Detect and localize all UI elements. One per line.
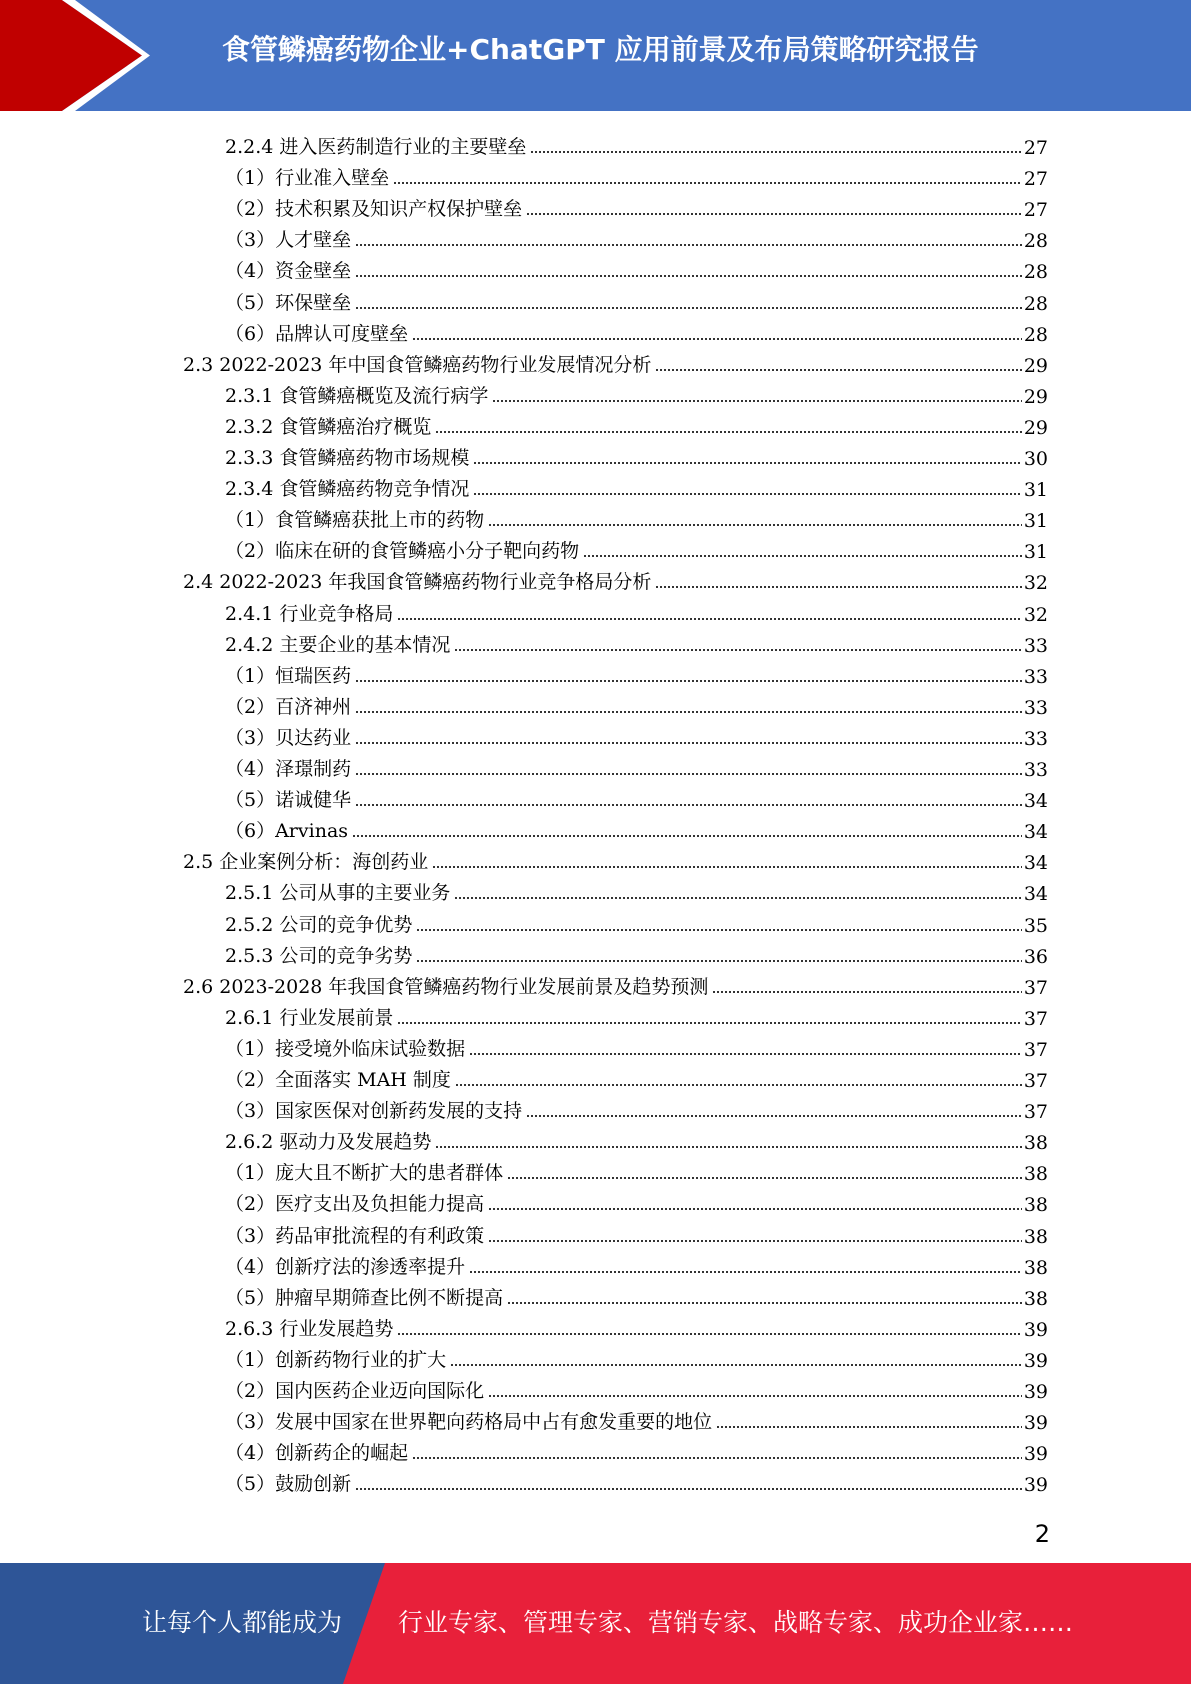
toc-entry[interactable]: [225, 1465, 1048, 1496]
dot-leader: [454, 649, 1021, 651]
dot-leader: [507, 1302, 1022, 1304]
toc-entry-page: 31: [1023, 510, 1048, 533]
toc-entry-page: 34: [1023, 852, 1048, 875]
toc-entry-label: 2.5.1 公司从事的主要业务: [225, 882, 451, 905]
toc-entry[interactable]: [225, 1403, 1048, 1434]
toc-entry[interactable]: [225, 159, 1048, 190]
toc-entry[interactable]: [225, 408, 1048, 439]
toc-entry-page: 32: [1023, 572, 1048, 595]
dot-leader: [412, 1457, 1022, 1459]
dot-leader: [355, 742, 1022, 744]
dot-leader: [488, 1240, 1022, 1242]
toc-entry-label: （5）肿瘤早期筛查比例不断提高: [225, 1286, 504, 1309]
toc-entry[interactable]: [225, 781, 1048, 812]
toc-entry-page: 38: [1023, 1287, 1048, 1310]
toc-entry-label: （1）创新药物行业的扩大: [225, 1348, 447, 1371]
toc-entry-page: 34: [1023, 883, 1048, 906]
toc-entry-label: （6）Arvinas: [225, 820, 349, 843]
toc-entry-page: 38: [1023, 1163, 1048, 1186]
toc-entry-label: （2）医疗支出及负担能力提高: [225, 1193, 485, 1216]
dot-leader: [655, 586, 1021, 588]
toc-entry-label: （2）技术积累及知识产权保护壁垒: [225, 198, 523, 221]
toc-entry-page: 36: [1023, 945, 1048, 968]
toc-entry-page: 38: [1023, 1194, 1048, 1217]
toc-entry-label: （1）食管鳞癌获批上市的药物: [225, 509, 485, 532]
dot-leader: [530, 151, 1021, 153]
toc-entry-page: 29: [1023, 416, 1048, 439]
toc-entry-page: 34: [1023, 821, 1048, 844]
footer-slogan-right: 行业专家、管理专家、营销专家、战略专家、成功企业家……: [398, 1608, 1074, 1637]
toc-entry[interactable]: [225, 812, 1048, 843]
toc-entry[interactable]: [225, 874, 1048, 905]
toc-entry-page: 33: [1023, 759, 1048, 781]
dot-leader: [412, 338, 1022, 340]
dot-leader: [393, 182, 1022, 184]
toc-entry-label: 2.3 2022-2023 年中国食管鳞癌药物行业发展情况分析: [183, 353, 652, 376]
toc-entry-label: （3）发展中国家在世界靶向药格局中占有愈发重要的地位: [225, 1411, 713, 1434]
toc-entry[interactable]: [225, 1185, 1048, 1216]
toc-entry-page: 37: [1023, 1038, 1048, 1061]
toc-entry-label: 2.3.4 食管鳞癌药物竞争情况: [225, 478, 470, 501]
toc-entry[interactable]: [225, 221, 1048, 252]
toc-entry[interactable]: [225, 501, 1048, 532]
toc-entry-label: （2）百济神州: [225, 695, 352, 718]
red-chevron-icon: [0, 0, 160, 111]
dot-leader: [355, 680, 1022, 682]
toc-entry[interactable]: [183, 843, 1048, 874]
dot-leader: [655, 369, 1021, 371]
toc-entry-page: 30: [1023, 448, 1048, 470]
toc-entry-label: （1）庞大且不断扩大的患者群体: [225, 1162, 504, 1185]
toc-entry-label: 2.2.4 进入医药制造行业的主要壁垒: [225, 136, 527, 158]
toc-entry-label: （1）接受境外临床试验数据: [225, 1037, 466, 1060]
dot-leader: [473, 493, 1021, 495]
toc-entry[interactable]: [225, 128, 1048, 159]
toc-entry-page: 28: [1023, 230, 1048, 253]
toc-entry-label: （3）贝达药业: [225, 726, 352, 749]
toc-entry-label: 2.6 2023-2028 年我国食管鳞癌药物行业发展前景及趋势预测: [183, 975, 709, 998]
toc-entry-page: 31: [1023, 541, 1048, 564]
dot-leader: [432, 866, 1022, 868]
toc-entry[interactable]: [225, 1061, 1048, 1092]
toc-entry-label: 2.6.3 行业发展趋势: [225, 1317, 394, 1340]
toc-entry-page: 34: [1023, 790, 1048, 813]
toc-entry-page: 35: [1023, 914, 1048, 937]
toc-entry-page: 37: [1023, 1007, 1048, 1030]
dot-leader: [507, 1177, 1022, 1179]
dot-leader: [492, 400, 1021, 402]
toc-entry-page: 29: [1023, 354, 1048, 377]
toc-entry-page: 39: [1023, 1318, 1048, 1341]
page-number: 2: [1034, 1520, 1050, 1548]
toc-entry-label: 2.4.1 行业竞争格局: [225, 602, 394, 625]
toc-entry-label: 2.5.2 公司的竞争优势: [225, 913, 413, 936]
dot-leader: [712, 991, 1021, 993]
toc-entry-label: 2.5 企业案例分析：海创药业: [183, 851, 429, 874]
toc-entry[interactable]: [225, 1372, 1048, 1403]
dot-leader: [435, 431, 1021, 433]
toc-entry[interactable]: [225, 626, 1048, 657]
toc-entry-page: 38: [1023, 1132, 1048, 1155]
toc-entry-label: （1）行业准入壁垒: [225, 167, 390, 190]
toc-entry[interactable]: [225, 1248, 1048, 1279]
toc-entry[interactable]: [225, 315, 1048, 346]
toc-entry[interactable]: [183, 968, 1048, 999]
toc-entry-page: 39: [1023, 1412, 1048, 1435]
toc-entry-page: 38: [1023, 1225, 1048, 1248]
toc-entry[interactable]: [225, 190, 1048, 221]
toc-entry-label: （2）国内医药企业迈向国际化: [225, 1380, 485, 1402]
toc-entry-page: 39: [1023, 1474, 1048, 1497]
dot-leader: [416, 960, 1021, 962]
dot-leader: [355, 804, 1022, 806]
toc-entry[interactable]: [225, 1434, 1048, 1465]
dot-leader: [455, 1084, 1022, 1086]
footer-band: [0, 1563, 1191, 1684]
toc-entry-label: 2.6.2 驱动力及发展趋势: [225, 1131, 432, 1154]
toc-entry[interactable]: [225, 377, 1048, 408]
toc-entry-page: 27: [1023, 199, 1048, 222]
toc-entry-page: 37: [1023, 1101, 1048, 1124]
toc-entry[interactable]: [225, 1217, 1048, 1248]
dot-leader: [355, 244, 1022, 246]
dot-leader: [416, 929, 1021, 931]
toc-entry-label: （5）诺诚健华: [225, 789, 352, 812]
dot-leader: [450, 1364, 1022, 1366]
header-band: [0, 0, 1191, 111]
dot-leader: [526, 1115, 1022, 1117]
toc-entry-label: （4）创新药企的崛起: [225, 1442, 409, 1465]
toc-entry[interactable]: [225, 719, 1048, 750]
toc-entry-page: 28: [1023, 292, 1048, 315]
dot-leader: [355, 1488, 1022, 1490]
toc-entry-page: 38: [1023, 1256, 1048, 1279]
dot-leader: [355, 773, 1022, 775]
toc-entry[interactable]: [225, 1030, 1048, 1061]
toc-entry-label: （3）国家医保对创新药发展的支持: [225, 1100, 523, 1123]
toc-entry-page: 37: [1023, 1070, 1048, 1092]
toc-entry-page: 27: [1023, 168, 1048, 191]
toc-entry-page: 28: [1023, 323, 1048, 346]
toc-entry[interactable]: [225, 1341, 1048, 1372]
toc-entry-label: （3）人才壁垒: [225, 229, 352, 252]
toc-entry-page: 31: [1023, 479, 1048, 502]
toc-entry-label: 2.5.3 公司的竞争劣势: [225, 944, 413, 967]
toc-entry-label: （5）鼓励创新: [225, 1473, 352, 1496]
report-title: 食管鳞癌药物企业+ChatGPT 应用前景及布局策略研究报告: [222, 33, 979, 66]
toc-entry-label: （2）全面落实 MAH 制度: [225, 1069, 451, 1091]
toc-entry-page: 39: [1023, 1381, 1048, 1403]
dot-leader: [355, 307, 1022, 309]
toc-entry[interactable]: [225, 1279, 1048, 1310]
toc-entry-label: （2）临床在研的食管鳞癌小分子靶向药物: [225, 540, 580, 563]
toc-entry[interactable]: [225, 1092, 1048, 1123]
toc-entry-page: 39: [1023, 1349, 1048, 1372]
dot-leader: [397, 1333, 1021, 1335]
dot-leader: [583, 555, 1022, 557]
toc-entry[interactable]: [225, 595, 1048, 626]
toc-entry[interactable]: [225, 750, 1048, 781]
toc-entry-label: 2.4 2022-2023 年我国食管鳞癌药物行业竞争格局分析: [183, 571, 652, 594]
toc-entry-label: （6）品牌认可度壁垒: [225, 322, 409, 345]
toc-entry-page: 32: [1023, 603, 1048, 626]
toc-entry-page: 28: [1023, 261, 1048, 284]
dot-leader: [352, 835, 1022, 837]
toc-entry[interactable]: [225, 999, 1048, 1030]
toc-entry-label: （4）泽璟制药: [225, 758, 352, 780]
toc-entry-label: 2.3.1 食管鳞癌概览及流行病学: [225, 384, 489, 407]
toc-entry-page: 33: [1023, 727, 1048, 750]
toc-entry[interactable]: [225, 439, 1048, 470]
toc-entry-label: 2.3.3 食管鳞癌药物市场规模: [225, 447, 470, 469]
toc-entry-label: （1）恒瑞医药: [225, 664, 352, 687]
toc-entry[interactable]: [225, 532, 1048, 563]
toc-entry[interactable]: [225, 1310, 1048, 1341]
toc-entry[interactable]: [225, 937, 1048, 968]
toc-entry-page: 33: [1023, 696, 1048, 719]
dot-leader: [488, 524, 1022, 526]
dot-leader: [473, 462, 1021, 464]
dot-leader: [355, 275, 1022, 277]
toc-entry-page: 39: [1023, 1443, 1048, 1466]
toc-entry-label: 2.3.2 食管鳞癌治疗概览: [225, 415, 432, 438]
toc-entry[interactable]: [225, 657, 1048, 688]
toc-entry[interactable]: [225, 252, 1048, 283]
toc-entry[interactable]: [183, 563, 1048, 594]
toc-entry-label: 2.4.2 主要企业的基本情况: [225, 633, 451, 656]
toc-entry-label: 2.6.1 行业发展前景: [225, 1006, 394, 1029]
toc-entry-page: 33: [1023, 665, 1048, 688]
footer-slogan-left: 让每个人都能成为: [142, 1608, 343, 1637]
dot-leader: [716, 1426, 1022, 1428]
toc-entry[interactable]: [225, 470, 1048, 501]
dot-leader: [397, 1022, 1021, 1024]
toc-entry-label: （5）环保壁垒: [225, 291, 352, 314]
dot-leader: [454, 897, 1021, 899]
dot-leader: [355, 711, 1022, 713]
dot-leader: [488, 1208, 1022, 1210]
toc-entry-label: （4）资金壁垒: [225, 260, 352, 283]
toc-entry-page: 27: [1023, 137, 1048, 159]
toc-entry-label: （4）创新疗法的渗透率提升: [225, 1255, 466, 1278]
toc-entry-page: 29: [1023, 385, 1048, 408]
toc-entry[interactable]: [225, 284, 1048, 315]
dot-leader: [469, 1053, 1022, 1055]
toc-entry[interactable]: [225, 1123, 1048, 1154]
dot-leader: [435, 1146, 1021, 1148]
toc-entry-label: （3）药品审批流程的有利政策: [225, 1224, 485, 1247]
toc-entry-page: 33: [1023, 634, 1048, 657]
toc-entry[interactable]: [225, 688, 1048, 719]
dot-leader: [469, 1271, 1022, 1273]
toc-entry[interactable]: [183, 346, 1048, 377]
dot-leader: [488, 1395, 1022, 1397]
dot-leader: [397, 618, 1021, 620]
toc-entry[interactable]: [225, 1154, 1048, 1185]
dot-leader: [526, 213, 1022, 215]
toc-entry[interactable]: [225, 906, 1048, 937]
toc-entry-page: 37: [1023, 976, 1048, 999]
